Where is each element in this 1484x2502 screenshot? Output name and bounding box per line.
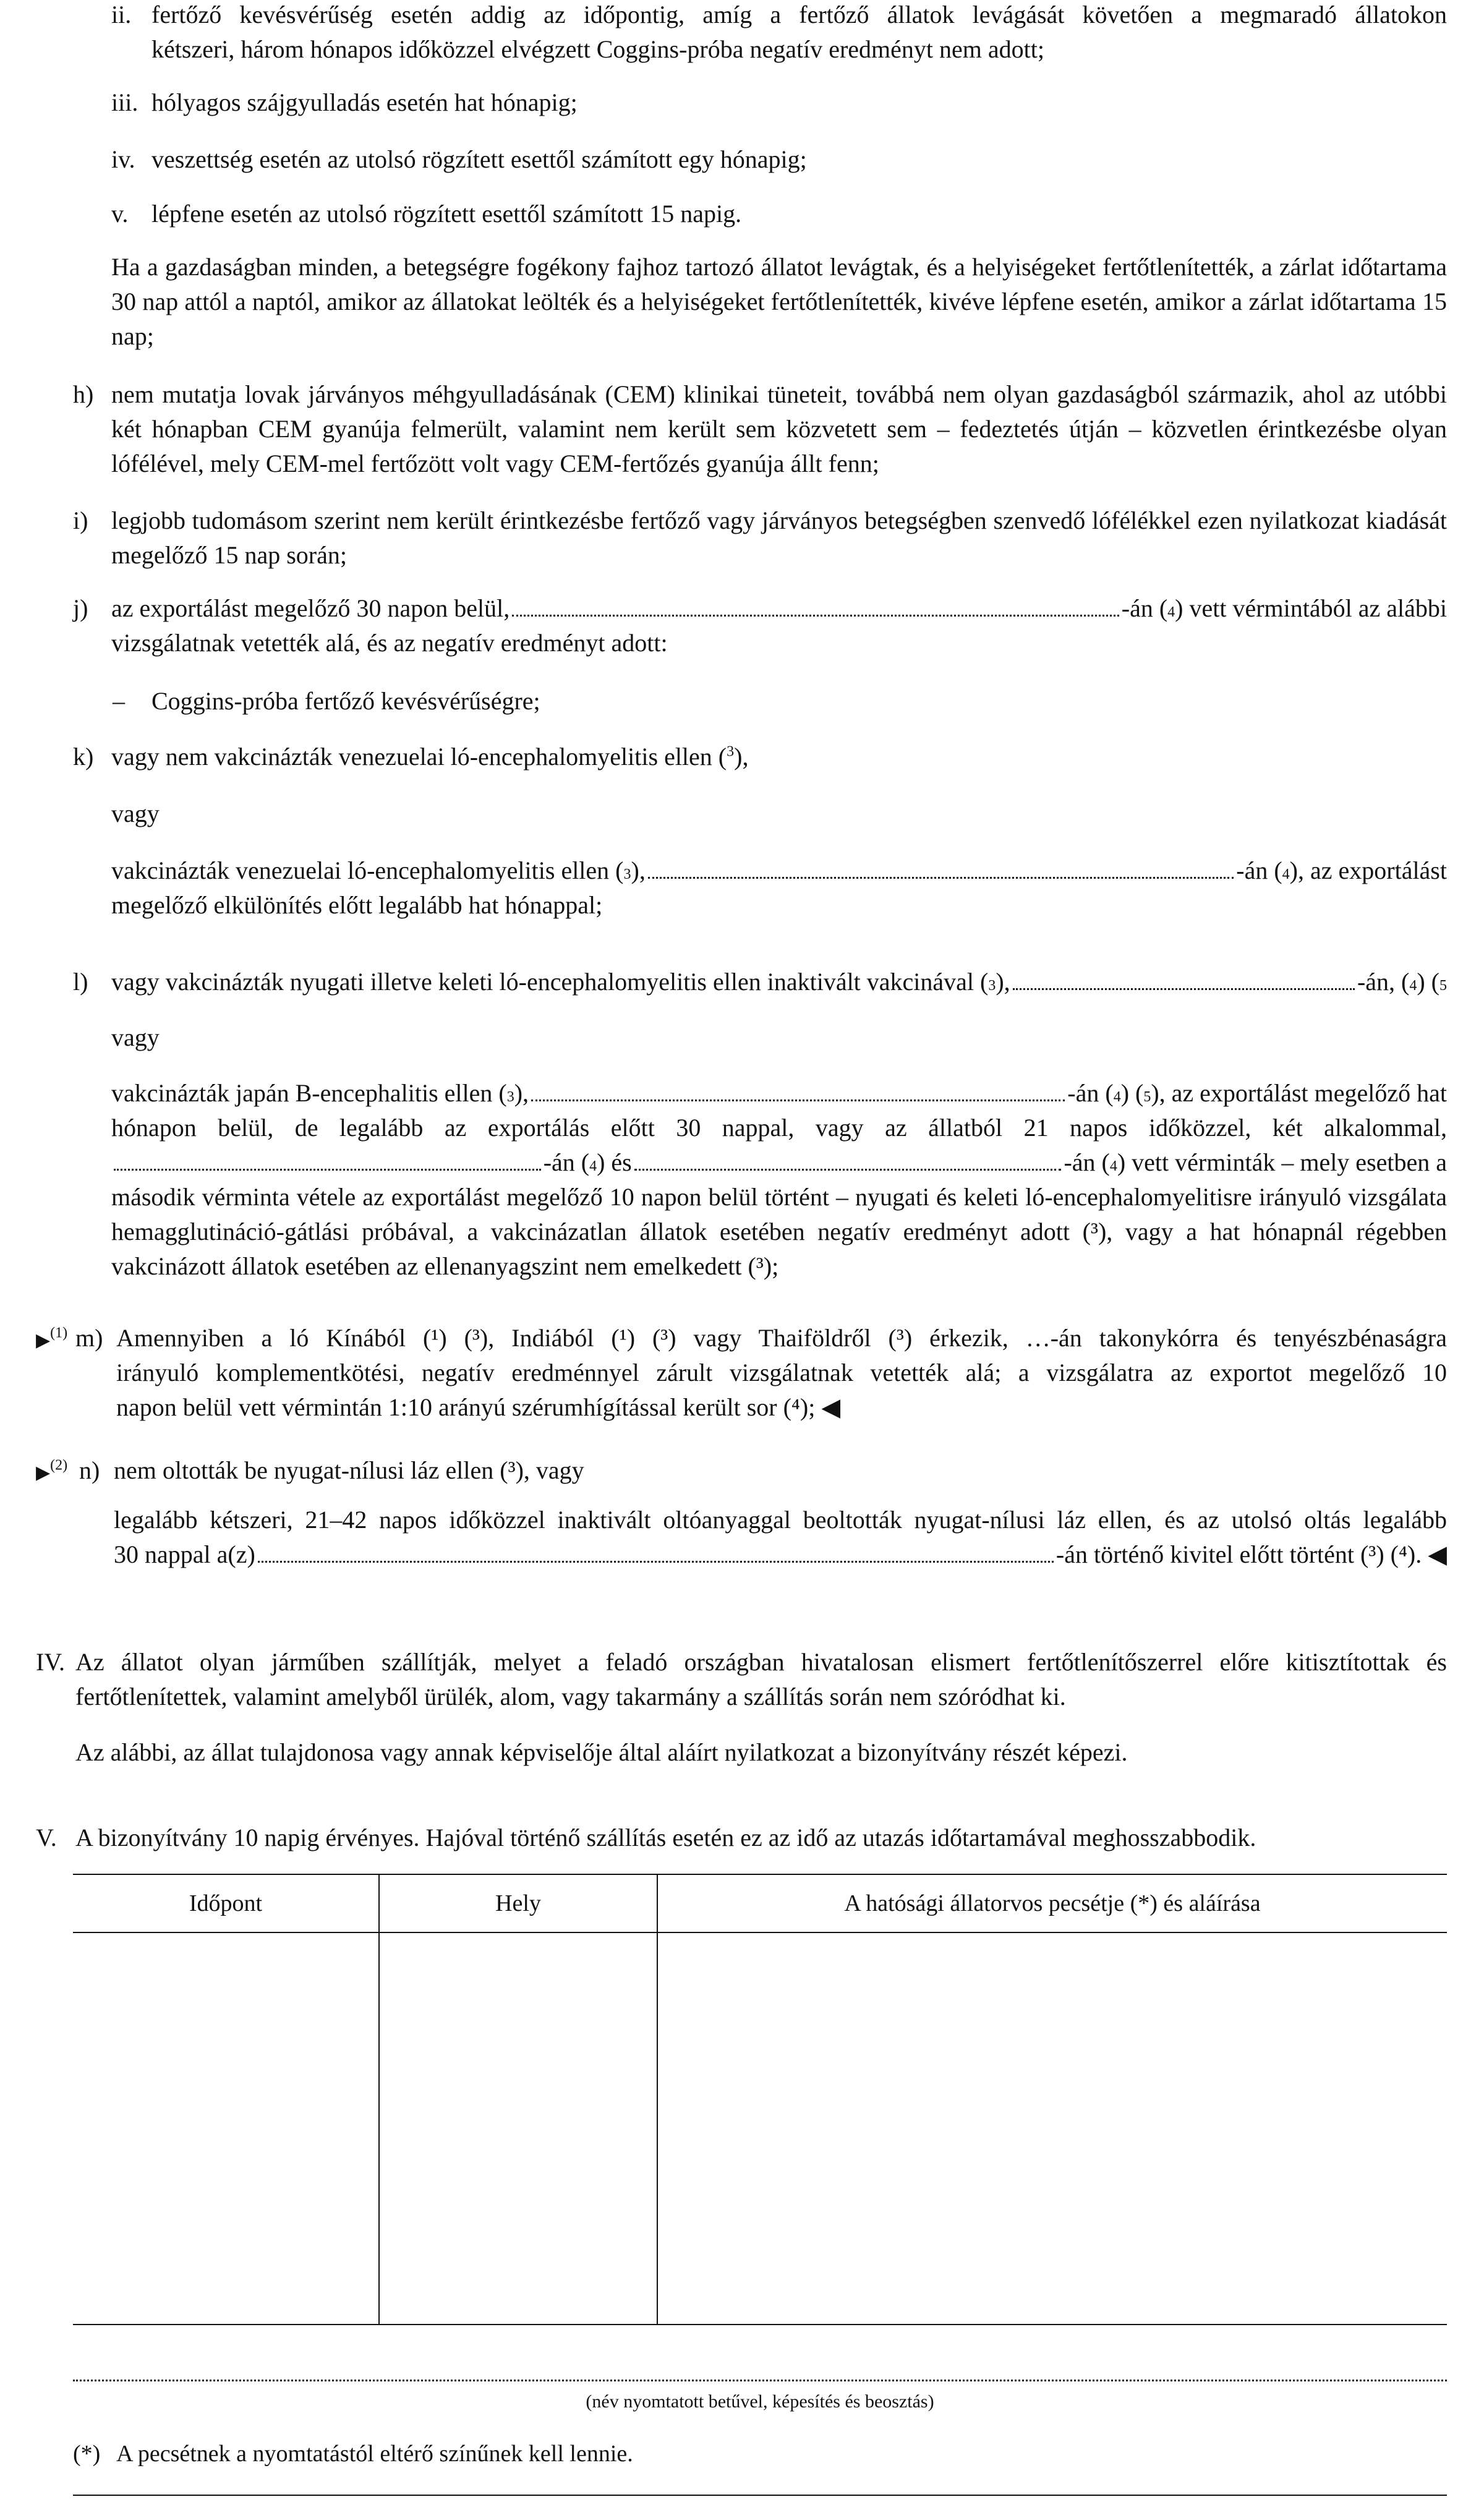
amendment-start-marker-icon: ▶: [36, 1462, 51, 1483]
item-l-line1: vagy vakcinázták nyugati illetve keleti ló-encephalomyelitis ellen inaktivált vakcinával ( 3 ), -án, ( 4 ) ( 5: [111, 965, 1447, 999]
table-header-place: Hely: [379, 1874, 657, 1932]
item-iv-text: veszettség esetén az utolsó rögzített esettől számított egy hónapig;: [151, 145, 807, 173]
item-j-text-pre: az exportálást megelőző 30 napon belül,: [111, 594, 510, 622]
item-l2-text-pre: vakcinázták japán B-encephalitis ellen (: [111, 1079, 507, 1107]
item-k-text-post: ),: [734, 743, 749, 771]
item-m-line2: irányuló komplementkötési, negatív eredménnyel zárult vizsgálatnak vetették alá; a vizsgálatra az exportot megelőző 10: [116, 1359, 1447, 1386]
section-iv-label: IV.: [36, 1648, 66, 1676]
item-iii-text: hólyagos szájgyulladás esetén hat hónapig;: [151, 88, 578, 116]
item-j-label: j): [73, 594, 88, 622]
item-v-label: v.: [111, 200, 129, 228]
date-field-j[interactable]: [512, 594, 1119, 617]
item-j-line2: vizsgálatnak vetették alá, és az negatív eredményt adott:: [111, 629, 668, 657]
item-j-dash: –: [113, 687, 125, 715]
amendment-start-marker-icon: ▶: [36, 1330, 51, 1351]
item-l2-line3-text-d: ) vett vérminták – mely esetben a: [1117, 1148, 1448, 1176]
item-l2-text-mid2: -án (: [1067, 1079, 1114, 1107]
item-l-vagy: vagy: [111, 1023, 160, 1051]
item-v-text: lépfene esetén az utolsó rögzített esettől számított 15 napig.: [151, 200, 742, 228]
item-iii-label: iii.: [111, 88, 139, 116]
item-l2-line3-text-a: -án (: [543, 1148, 590, 1176]
item-j-text-mid: -án (: [1121, 594, 1168, 622]
quarantine-paragraph: Ha a gazdaságban minden, a betegségre fogékony fajhoz tartozó állatot levágtak, és a helyiségeket fertőtlenítették, a zárlat időtartama 30 nap attól a naptól, amikor az állatokat leölték és a helyiségeket fertőtlenítették, kivéve lépfene esetén, amikor a zárlat időtartama 15 nap;: [111, 253, 1447, 350]
certification-table: [73, 1874, 1447, 2325]
signature-line[interactable]: [73, 2380, 1447, 2381]
item-ii-line2: kétszeri, három hónapos időközzel elvégzett Coggins-próba negatív eredményt nem adott;: [151, 35, 1044, 63]
item-k-line1: [111, 740, 1447, 774]
item-l2-text-mid1: ),: [514, 1079, 529, 1107]
item-m-line3: napon belül vett vérmintán 1:10 arányú szérumhígítással került sor (⁴); ◀: [116, 1393, 841, 1421]
item-n-text: nem oltották be nyugat-nílusi láz ellen (³), vagy: [114, 1456, 584, 1484]
item-k2-text-mid1: ),: [631, 856, 646, 884]
country-field-n[interactable]: [258, 1540, 1054, 1563]
section-iv-text2: Az alábbi, az állat tulajdonosa vagy annak képviselője által aláírt nyilatkozat a bizonyítvány részét képezi.: [75, 1738, 1128, 1766]
item-i-text: legjobb tudomásom szerint nem került érintkezésbe fertőző vagy járványos betegségben szenvedő lófélékkel ezen nyilatkozat kiadását megelőző 15 nap során;: [111, 506, 1447, 569]
item-j-text-post: ) vett vérmintából az alábbi: [1175, 594, 1447, 622]
item-n-marker: [36, 1453, 67, 1490]
item-h-label: h): [73, 380, 94, 408]
item-k-label: k): [73, 743, 94, 771]
date-field-k[interactable]: [648, 856, 1234, 879]
item-n2-line2: [114, 1537, 1447, 1572]
item-l2-line1: vakcinázták japán B-encephalitis ellen ( 3 ), -án ( 4 ) ( 5 ), az exportálást megelőző hat: [111, 1076, 1447, 1111]
item-l-label: l): [73, 968, 88, 996]
item-l-text-mid3: ) (: [1417, 968, 1439, 996]
amendment-n-ref: (2): [50, 1457, 68, 1474]
item-l-text-pre: vagy vakcinázták nyugati illetve keleti ló-encephalomyelitis ellen inaktivált vakcinával (: [111, 968, 989, 996]
item-k2-text-pre: vakcinázták venezuelai ló-encephalomyelitis ellen (: [111, 856, 624, 884]
item-iv-label: iv.: [111, 145, 135, 173]
amendment-m-ref: (1): [50, 1325, 68, 1341]
item-n2-text-post: -án történő kivitel előtt történt (³) (⁴). ◀: [1055, 1540, 1447, 1568]
item-k-text-pre: vagy nem vakcinázták venezuelai ló-encephalomyelitis ellen (: [111, 743, 727, 771]
signature-caption: (név nyomtatott betűvel, képesítés és beosztás): [586, 2391, 934, 2412]
item-n2-line1: legalább kétszeri, 21–42 napos időközzel inaktivált oltóanyaggal beoltották nyugat-nílusi láz ellen, és az utolsó oltás legalább: [114, 1506, 1447, 1534]
item-k2-text-post: ), az exportálást: [1289, 856, 1447, 884]
item-ii-line1: fertőző kevésvérűség esetén addig az időpontig, amíg a fertőző állatok levágását követően a megmaradó állatokon: [151, 1, 1447, 28]
place-cell[interactable]: [379, 1932, 657, 2325]
section-iv-text: Az állatot olyan járműben szállítják, melyet a feladó országban hivatalosan elismert fertőtlenítőszerrel előre kitisztítottak és fertőtlenítettek, valamint amelyből ürülék, alom, vagy takarmány a szállítás során nem szóródhat ki.: [75, 1648, 1447, 1710]
item-k2-line2: megelőző elkülönítés előtt legalább hat hónappal;: [111, 891, 603, 919]
table-row: [73, 1932, 1447, 2325]
date-field-l2-first-sample[interactable]: [114, 1148, 541, 1171]
table-header-date: Időpont: [73, 1874, 379, 1932]
table-header-row: [73, 1874, 1447, 1932]
item-m-marker: [36, 1321, 67, 1358]
footnote-text: A pecsétnek a nyomtatástól eltérő színűnek kell lennie.: [116, 2441, 633, 2467]
item-n-label: n): [79, 1456, 100, 1484]
footnote-label: (*): [73, 2441, 101, 2467]
item-l2-text-post: ), az exportálást megelőző hat: [1151, 1079, 1447, 1107]
item-k2-text-mid2: -án (: [1236, 856, 1282, 884]
footer-divider: [73, 2495, 1447, 2496]
item-m-label: m): [75, 1324, 103, 1352]
item-l2-text-mid3: ) (: [1120, 1079, 1144, 1107]
date-field-l2-second-sample[interactable]: [634, 1148, 1062, 1171]
item-l2-line3-text-b: ) és: [597, 1148, 632, 1176]
item-n2-text-pre: 30 nappal a(z): [114, 1540, 255, 1568]
item-m-line1: Amennyiben a ló Kínából (¹) (³), Indiából (¹) (³) vagy Thaiföldről (³) érkezik, …-án takonykórra és tenyészbénaságra: [116, 1324, 1447, 1352]
date-cell[interactable]: [73, 1932, 379, 2325]
item-j-dash-text: Coggins-próba fertőző kevésvérűségre;: [151, 687, 540, 715]
item-j-line1: az exportálást megelőző 30 napon belül, -án ( 4 ) vett vérmintából az alábbi: [111, 591, 1447, 626]
date-field-l[interactable]: [1013, 967, 1355, 990]
stamp-signature-cell[interactable]: [657, 1932, 1447, 2325]
item-i-label: i): [73, 506, 88, 534]
table-header-stamp-signature: A hatósági állatorvos pecsétje (*) és aláírása: [657, 1874, 1447, 1932]
date-field-l2[interactable]: [531, 1078, 1065, 1101]
item-l-text-mid1: ),: [996, 968, 1010, 996]
section-v-label: V.: [36, 1824, 57, 1851]
section-v-text: A bizonyítvány 10 napig érvényes. Hajóval történő szállítás esetén ez az idő az utazás időtartamával meghosszabbodik.: [75, 1824, 1256, 1851]
item-l2-rest: második vérminta vétele az exportálást megelőző 10 napon belül történt – nyugati és keleti ló-encephalomyelitisre irányuló vizsgálata hemagglutináció-gátlási próbával, a vakcinázatlan állatok esetében negatív eredményt adott (³), vagy a hat hónapnál régebben vakcinázott állatok esetében az ellenanyagszint nem emelkedett (³);: [111, 1183, 1447, 1280]
item-l2-line3-text-c: -án (: [1064, 1148, 1110, 1176]
item-k-footnote-ref: 3: [727, 743, 735, 760]
item-ii-label: ii.: [111, 1, 132, 28]
item-l2-line2: hónapon belül, de legalább az exportálás előtt 30 nappal, vagy az állatból 21 napos időközzel, két alkalommal,: [111, 1114, 1447, 1142]
item-l-text-mid2: -án, (: [1357, 968, 1410, 996]
item-l2-line3: -án ( 4 ) és -án ( 4 ) vett vérminták – mely esetben a: [111, 1145, 1447, 1180]
item-k2-line1: vakcinázták venezuelai ló-encephalomyelitis ellen ( 3 ), -án ( 4 ), az exportálást: [111, 853, 1447, 888]
item-h-text: nem mutatja lovak járványos méhgyulladásának (CEM) klinikai tüneteit, továbbá nem olyan gazdaságból származik, ahol az utóbbi két hónapban CEM gyanúja felmerült, valamint nem került sem közvetett sem – fedeztetés útján – közvetlen érintkezésbe olyan lófélével, mely CEM-mel fertőzött volt vagy CEM-fertőzés gyanúja állt fenn;: [111, 380, 1447, 477]
item-k-vagy: vagy: [111, 800, 160, 827]
